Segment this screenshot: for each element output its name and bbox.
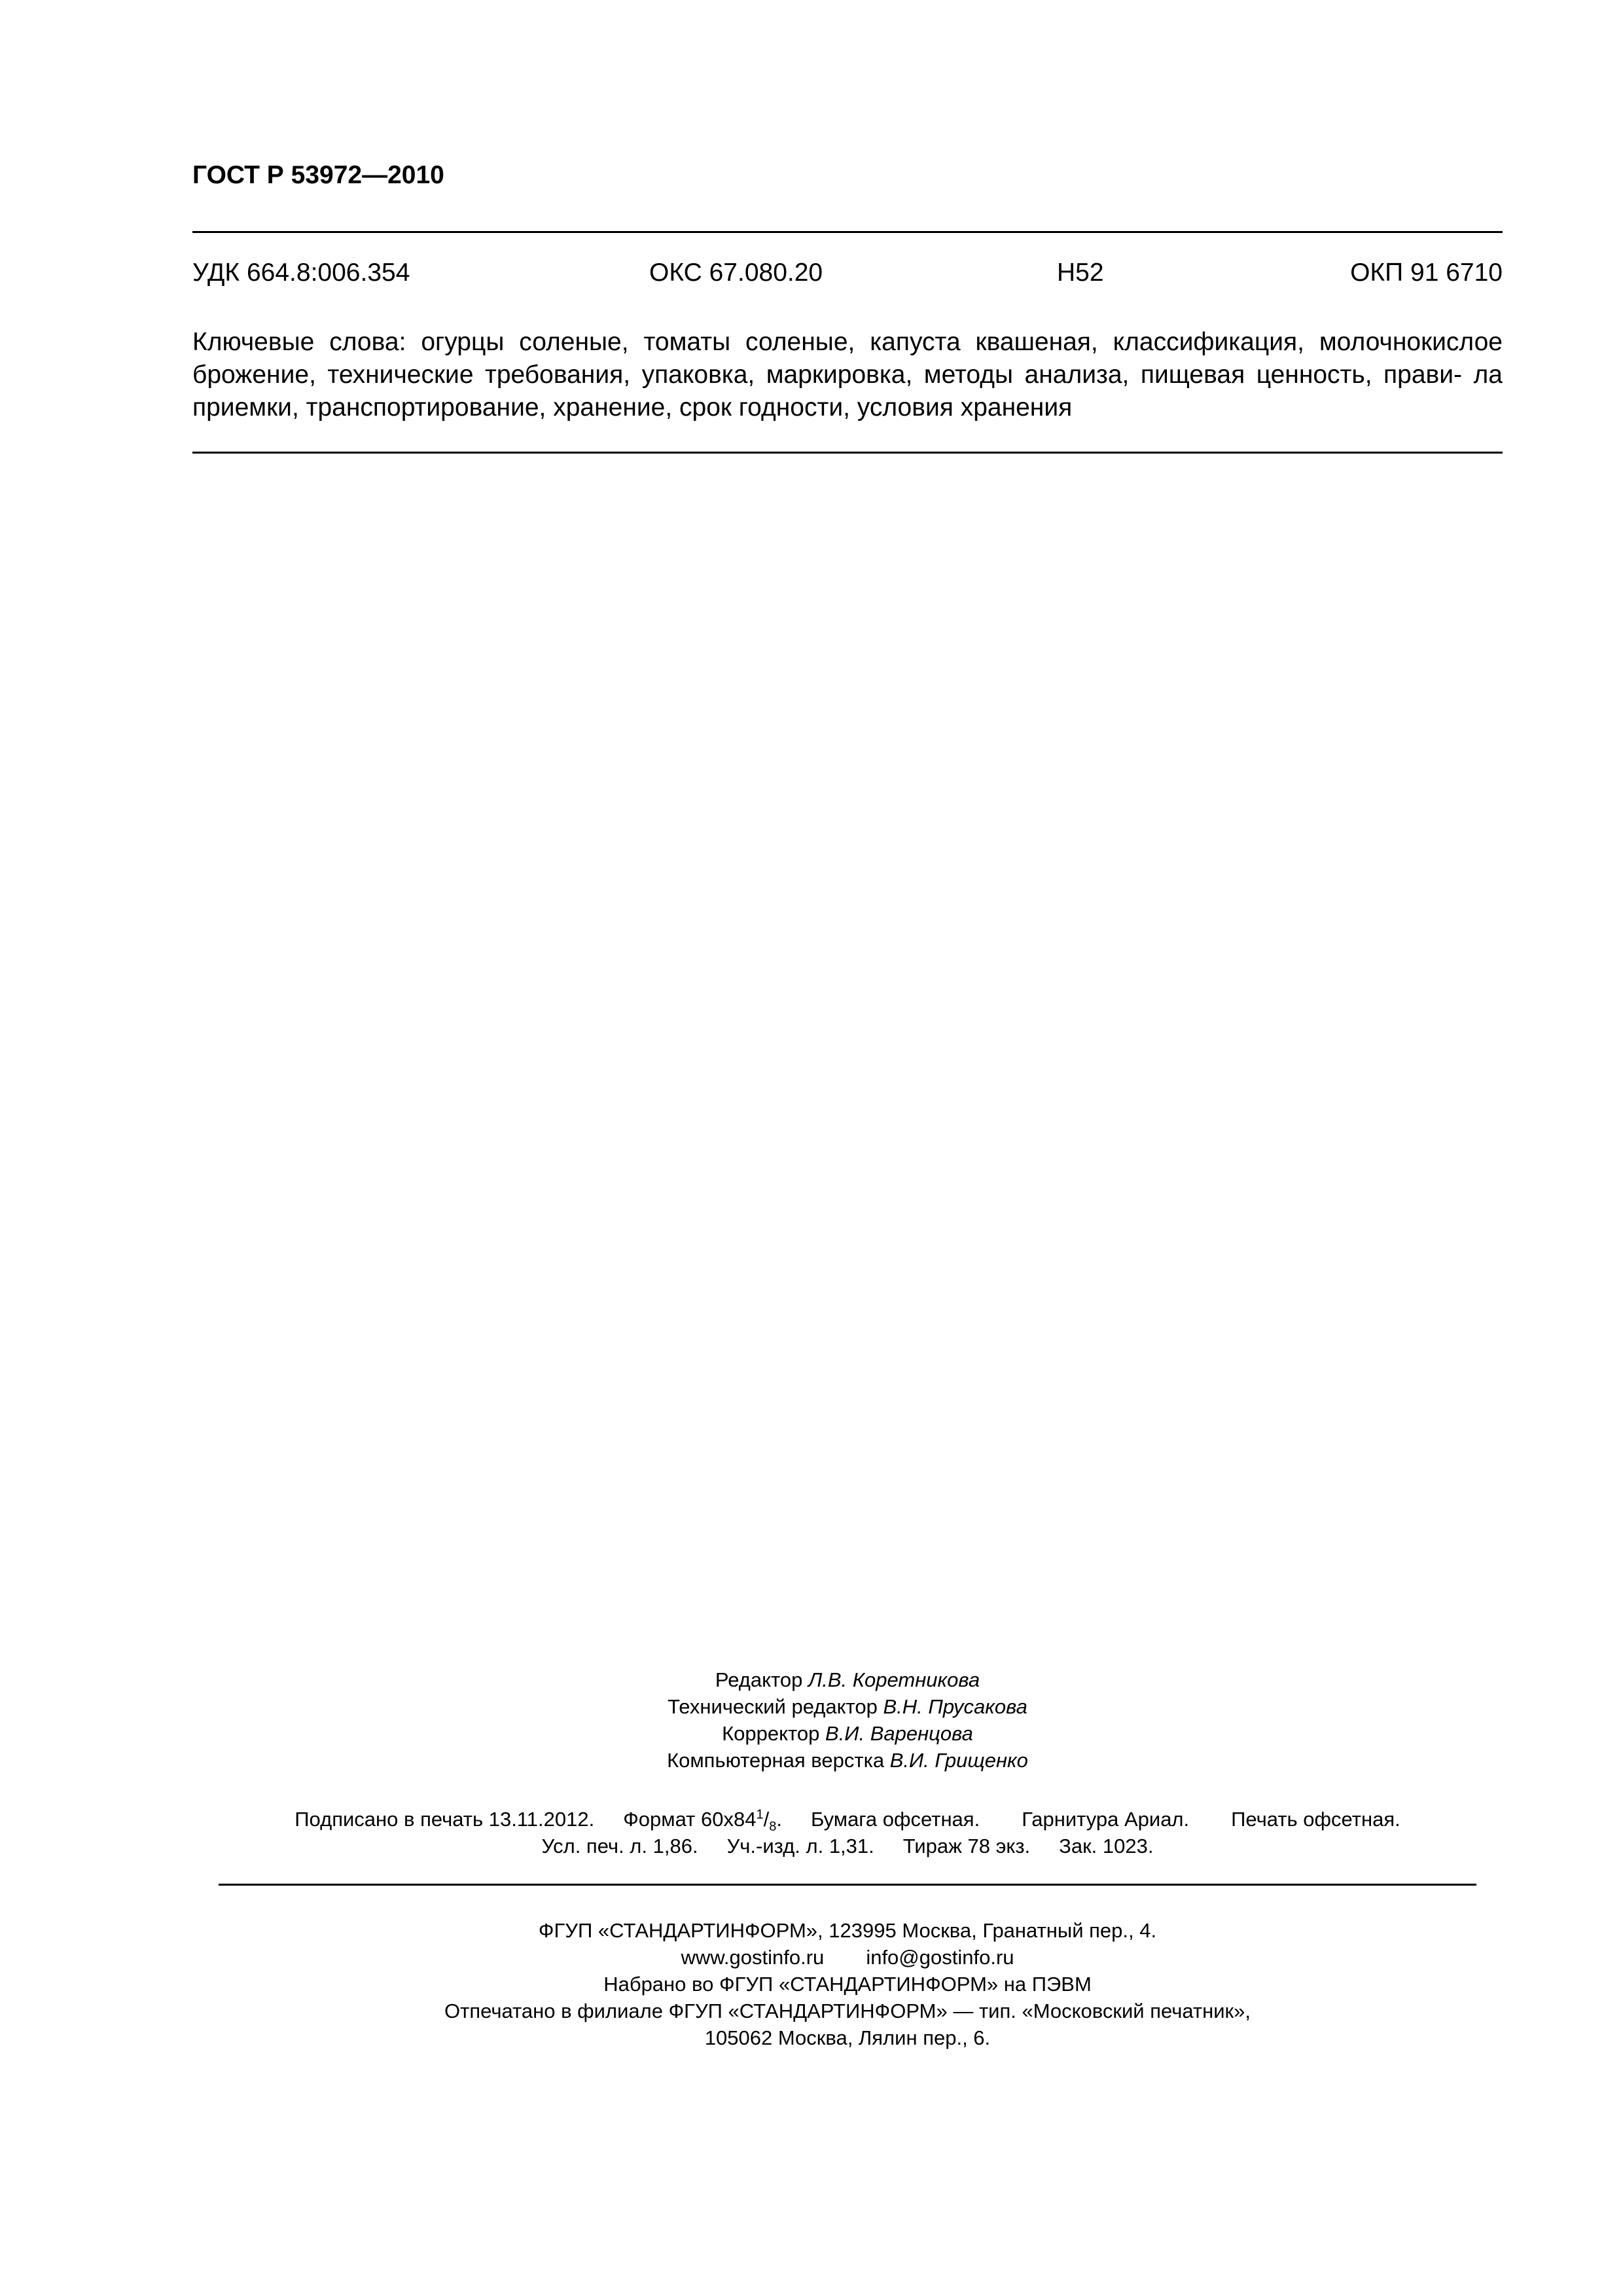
imprint-typeface: Гарнитура Ариал. <box>1022 1808 1190 1831</box>
publisher-email[interactable]: info@gostinfo.ru <box>866 1946 1014 1969</box>
imprint-divider <box>219 1884 1476 1886</box>
credit-editor: Редактор Л.В. Коретникова <box>715 1668 980 1691</box>
publisher-website[interactable]: www.gostinfo.ru <box>681 1946 825 1969</box>
udk-code: УДК 664.8:006.354 <box>192 259 410 287</box>
publisher-contacts <box>192 1944 1503 1971</box>
imprint-order: Зак. 1023. <box>1059 1835 1154 1857</box>
publisher-address: ФГУП «СТАНДАРТИНФОРМ», 123995 Москва, Гранатный пер., 4. <box>538 1919 1157 1942</box>
keywords-line: брожение, технические требования, упаковка, маркировка, методы анализа, пищевая ценность, прави- <box>192 361 1463 389</box>
imprint-line-1 <box>192 1806 1503 1833</box>
publisher-typeset: Набрано во ФГУП «СТАНДАРТИНФОРМ» на ПЭВМ <box>603 1973 1092 1996</box>
keywords-divider <box>192 452 1503 454</box>
imprint-run: Тираж 78 экз. <box>902 1835 1031 1857</box>
imprint-format: Формат $60х84^1/_8$. <box>623 1807 782 1835</box>
imprint-paper: Бумага офсетная. <box>810 1808 980 1831</box>
credits-block <box>192 1666 1503 1774</box>
publisher-printed: Отпечатано в филиале ФГУП «СТАНДАРТИНФОРМ» — тип. «Московский печатник», <box>444 2000 1251 2022</box>
keywords-paragraph <box>192 326 1503 424</box>
oks-code: ОКС 67.080.20 <box>649 259 823 287</box>
publisher-block <box>192 1917 1503 2051</box>
document-number: ГОСТ Р 53972—2010 <box>192 161 444 189</box>
top-divider <box>192 231 1503 233</box>
credit-tech-editor: Технический редактор В.Н. Прусакова <box>668 1695 1027 1718</box>
imprint-sheets: Усл. печ. л. 1,86. <box>541 1835 698 1857</box>
credit-layout: Компьютерная верстка В.И. Грищенко <box>667 1749 1028 1772</box>
credit-proofreader: Корректор В.И. Варенцова <box>722 1722 973 1745</box>
imprint-edition-sheets: Уч.-изд. л. 1,31. <box>726 1835 874 1857</box>
imprint-signed: Подписано в печать 13.11.2012. <box>294 1808 595 1831</box>
keywords-line: ла приемки, транспортирование, хранение, срок годности, условия хранения <box>192 361 1503 422</box>
group-code: Н52 <box>1057 259 1104 287</box>
imprint-print: Печать офсетная. <box>1231 1808 1400 1831</box>
okp-code: ОКП 91 6710 <box>1350 259 1503 287</box>
imprint-block <box>192 1806 1503 1859</box>
keywords-line: Ключевые слова: огурцы соленые, томаты соленые, капуста квашеная, классификация, молочнокислое <box>192 328 1503 356</box>
publisher-print-address: 105062 Москва, Лялин пер., 6. <box>704 2026 991 2049</box>
imprint-line-2 <box>192 1833 1503 1859</box>
